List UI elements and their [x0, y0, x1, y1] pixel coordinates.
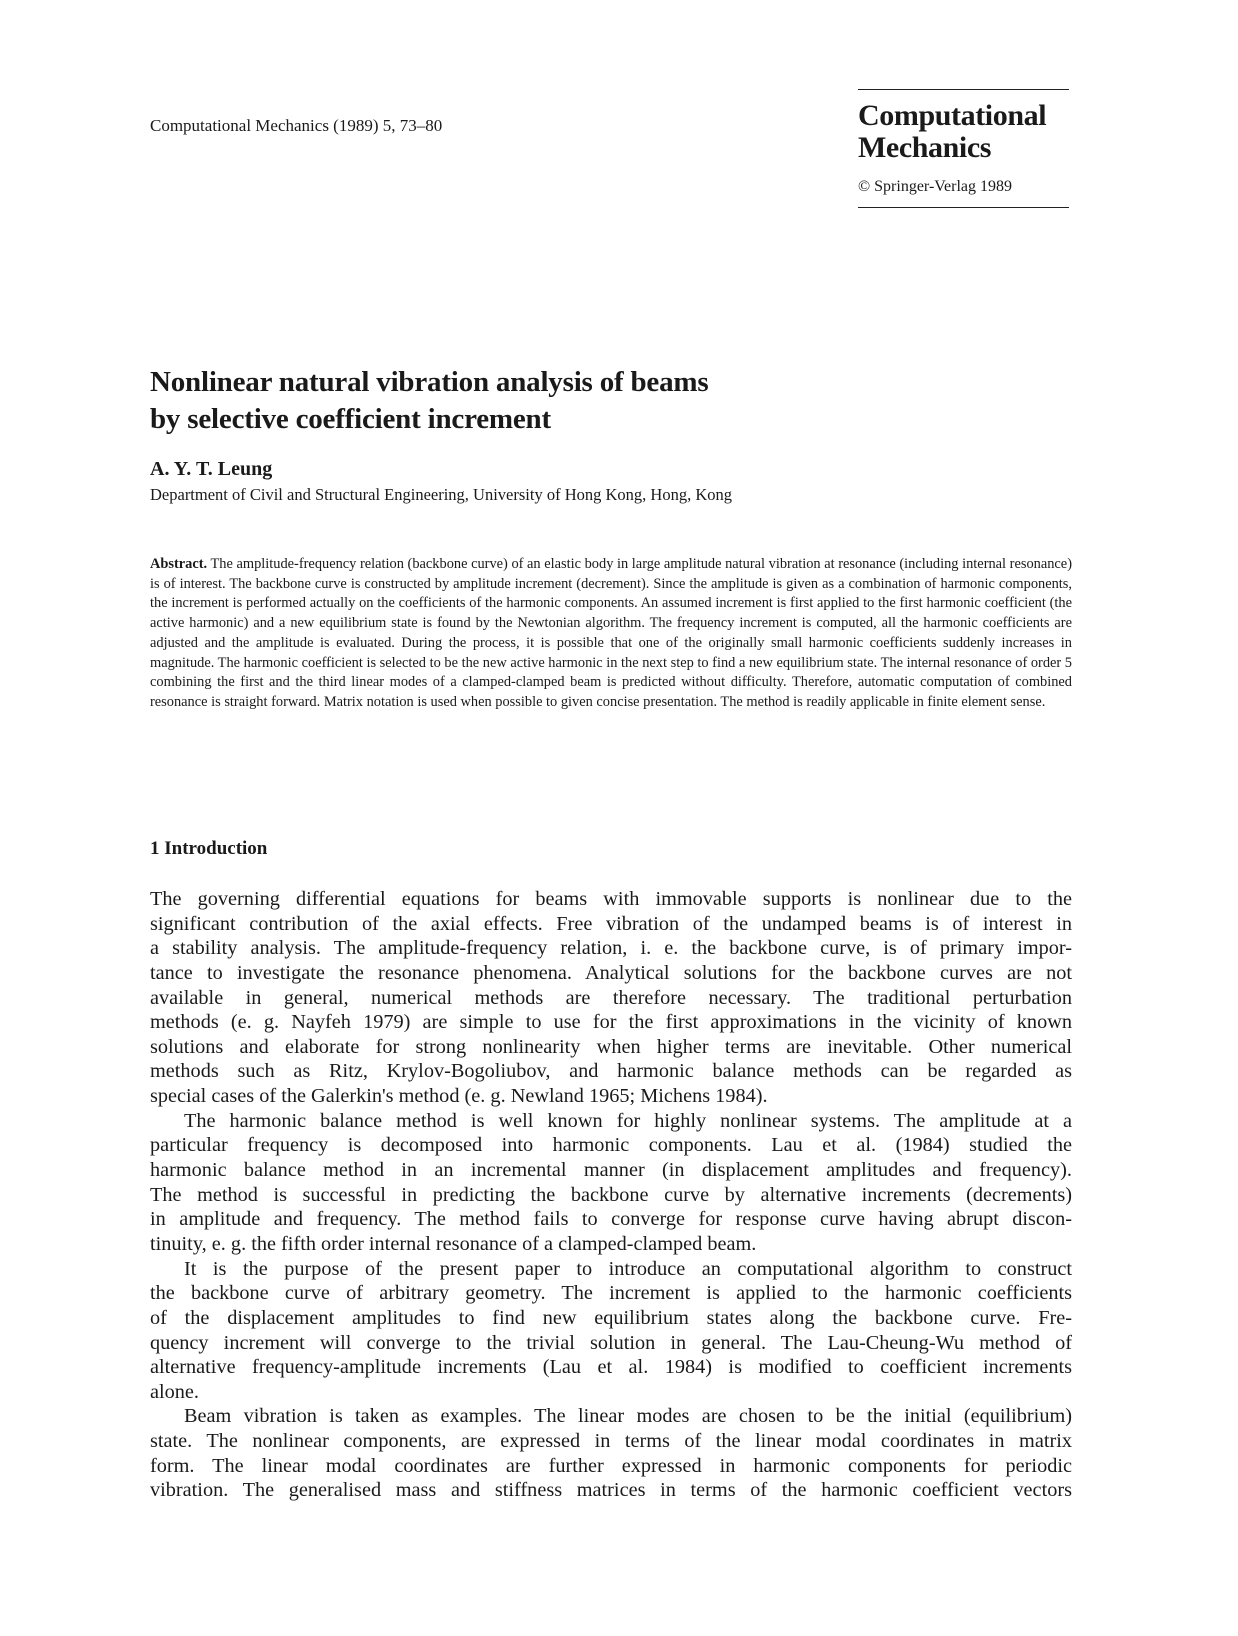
introduction-body: [150, 887, 1072, 1503]
text-line: The governing differential equations for beams with immovable supports is nonlinear due to the: [150, 888, 1072, 910]
text-line: form. The linear modal coordinates are further expressed in harmonic components for periodic: [150, 1454, 1072, 1477]
paragraph: [150, 1257, 1072, 1405]
text-line: harmonic balance method in an incremental manner (in displacement amplitudes and frequency).: [150, 1159, 1072, 1182]
text-line: quency increment will converge to the trivial solution in general. The Lau-Cheung-Wu method of: [150, 1331, 1072, 1354]
text-line: alone.: [150, 1380, 199, 1403]
text-line: significant contribution of the axial effects. Free vibration of the undamped beams is of interest in: [150, 912, 1072, 935]
text-line: vibration. The generalised mass and stiffness matrices in terms of the harmonic coefficient vectors: [150, 1479, 1072, 1502]
journal-brand-block: [858, 89, 1069, 208]
paragraph: [150, 1109, 1072, 1257]
article-title-line: by selective coefficient increment: [150, 403, 551, 435]
text-line: methods (e. g. Nayfeh 1979) are simple to use for the first approximations in the vicinity of known: [150, 1011, 1072, 1034]
author-name: A. Y. T. Leung: [150, 458, 273, 480]
paragraph: [150, 1404, 1072, 1503]
abstract-label: Abstract.: [150, 556, 208, 572]
brand-top-rule: [858, 89, 1069, 90]
text-line: a stability analysis. The amplitude-frequency relation, i. e. the backbone curve, is of primary impor-: [150, 937, 1072, 960]
abstract: [150, 555, 1072, 713]
text-line: special cases of the Galerkin's method (e. g. Newland 1965; Michens 1984).: [150, 1085, 768, 1108]
text-line: of the displacement amplitudes to find new equilibrium states along the backbone curve. Fre-: [150, 1306, 1072, 1329]
text-line: particular frequency is decomposed into harmonic components. Lau et al. (1984) studied the: [150, 1134, 1072, 1157]
author-affiliation: Department of Civil and Structural Engineering, University of Hong Kong, Hong, Kong: [150, 485, 732, 504]
brand-bottom-rule: [858, 207, 1069, 208]
abstract-text: The amplitude-frequency relation (backbone curve) of an elastic body in large amplitude natural vibration at resonance (including internal resonance) is of interest. The backbone curve is constructed by amplitude increment (decrement). Since the amplitude is given as a combination of harmonic components, the increment is performed actually on the coefficients of the harmonic components. An assumed increment is first applied to the first harmonic coefficient (the active harmonic) and a new equilibrium state is found by the Newtonian algorithm. The frequency increment is computed, all the harmonic coefficients are adjusted and the amplitude is evaluated. During the process, it is possible that one of the originally small harmonic coefficients suddenly increases in magnitude. The harmonic coefficient is selected to be the new active harmonic in the next step to find a new equilibrium state. The internal resonance of order 5 combining the first and the third linear modes of a clamped-clamped beam is predicted without difficulty. Therefore, automatic computation of combined resonance is straight forward. Matrix notation is used when possible to given concise presentation. The method is readily applicable in finite element sense.: [150, 556, 1072, 710]
article-title: [150, 364, 708, 438]
text-line: It is the purpose of the present paper to introduce an computational algorithm to construct: [184, 1257, 1072, 1280]
text-line: methods such as Ritz, Krylov-Bogoliubov, and harmonic balance methods can be regarded as: [150, 1060, 1072, 1083]
text-line: Beam vibration is taken as examples. The linear modes are chosen to be the initial (equilibrium): [184, 1405, 1072, 1428]
text-line: The method is successful in predicting the backbone curve by alternative increments (decrements): [150, 1183, 1072, 1206]
copyright-notice: © Springer-Verlag 1989: [858, 178, 1013, 195]
section-heading: 1 Introduction: [150, 838, 268, 859]
text-line: tinuity, e. g. the fifth order internal resonance of a clamped-clamped beam.: [150, 1232, 757, 1255]
journal-name: Computational Mechanics: [858, 99, 1047, 164]
text-line: the backbone curve of arbitrary geometry. The increment is applied to the harmonic coefficients: [150, 1282, 1072, 1305]
text-line: solutions and elaborate for strong nonlinearity when higher terms are inevitable. Other numerical: [150, 1035, 1072, 1058]
text-line: state. The nonlinear components, are expressed in terms of the linear modal coordinates in matrix: [150, 1430, 1072, 1453]
text-line: available in general, numerical methods are therefore necessary. The traditional perturbation: [150, 986, 1072, 1009]
paragraph: [150, 887, 1072, 1109]
article-title-line: Nonlinear natural vibration analysis of beams: [150, 366, 709, 398]
header-citation: Computational Mechanics (1989) 5, 73–80: [150, 116, 443, 135]
text-line: tance to investigate the resonance phenomena. Analytical solutions for the backbone curves are not: [150, 961, 1072, 984]
text-line: The harmonic balance method is well known for highly nonlinear systems. The amplitude at a: [184, 1109, 1072, 1132]
text-line: in amplitude and frequency. The method fails to converge for response curve having abrupt discon-: [150, 1208, 1072, 1231]
text-line: alternative frequency-amplitude increments (Lau et al. 1984) is modified to coefficient increments: [150, 1356, 1072, 1379]
